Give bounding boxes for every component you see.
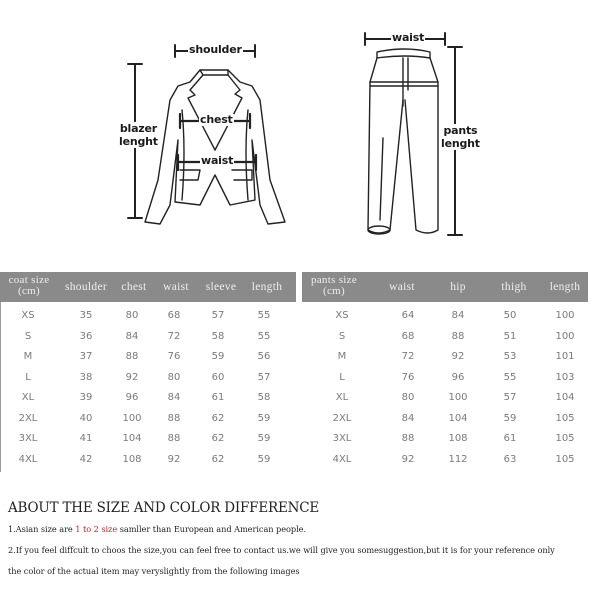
value-cell: 59 [211, 351, 225, 362]
coat-col-waist: waist [163, 281, 189, 293]
table-row [0, 450, 296, 470]
value-cell: 72 [401, 351, 415, 362]
size-cell: 2XL [18, 412, 38, 424]
size-cell: 4XL [18, 453, 38, 465]
table-row [302, 327, 594, 347]
size-cell: 3XL [18, 433, 38, 444]
table-row [302, 388, 594, 408]
table-row [0, 388, 296, 408]
value-cell: 80 [125, 310, 139, 321]
value-cell: 41 [79, 433, 93, 444]
value-cell: 72 [167, 330, 181, 342]
value-cell: 76 [401, 371, 415, 383]
value-cell: 68 [167, 310, 181, 321]
table-row [302, 347, 594, 367]
value-cell: 39 [79, 392, 93, 403]
pants-size-table [302, 272, 594, 472]
value-cell: 59 [257, 433, 271, 444]
size-cell: 4XL [332, 453, 352, 465]
value-cell: 96 [125, 392, 139, 403]
value-cell: 92 [167, 453, 181, 465]
size-cell: L [25, 371, 31, 383]
table-row [0, 306, 296, 326]
value-cell: 104 [555, 392, 575, 403]
table-row [0, 368, 296, 388]
value-cell: 57 [257, 371, 271, 383]
value-cell: 62 [211, 412, 225, 424]
blazer-diagram [100, 30, 300, 240]
value-cell: 35 [79, 310, 93, 321]
value-cell: 88 [451, 330, 465, 342]
value-cell: 96 [451, 371, 465, 383]
value-cell: 92 [401, 453, 415, 465]
shoulder-label: shoulder [189, 43, 242, 56]
coat-col-shoulder: shoulder [64, 281, 107, 293]
value-cell: 76 [167, 351, 181, 362]
value-cell: 104 [122, 433, 142, 444]
value-cell: 60 [211, 371, 225, 383]
value-cell: 55 [503, 371, 517, 383]
table-row [0, 347, 296, 367]
value-cell: 51 [503, 330, 517, 342]
pants-diagram [350, 20, 490, 250]
pants-col-hip: hip [450, 281, 466, 293]
blazer-length-label [118, 122, 159, 148]
note-1: 1.Asian size are 1 to 2 size samller than European and American people. [8, 524, 307, 534]
table-row [302, 368, 594, 388]
value-cell: 80 [167, 371, 181, 383]
value-cell: 62 [211, 453, 225, 465]
pants-table-header [302, 272, 588, 302]
value-cell: 61 [503, 433, 517, 444]
table-row [0, 429, 296, 449]
size-cell: M [23, 351, 33, 362]
value-cell: 92 [451, 351, 465, 362]
pants-col-waist: waist [389, 281, 415, 293]
size-cell: XS [335, 310, 349, 321]
value-cell: 57 [211, 310, 225, 321]
pants-col-thigh: thigh [501, 281, 527, 293]
note-1-highlight: 1 to 2 size [75, 524, 118, 534]
coat-col-length: length [251, 281, 283, 293]
value-cell: 100 [555, 330, 575, 342]
size-cell: M [337, 351, 347, 362]
size-cell: XL [21, 392, 35, 403]
chest-label: chest [200, 113, 233, 126]
value-cell: 64 [401, 310, 415, 321]
value-cell: 104 [448, 412, 468, 424]
value-cell: 56 [257, 351, 271, 362]
size-cell: S [338, 330, 346, 342]
size-cell: XS [21, 310, 35, 321]
table-row [302, 429, 594, 449]
note-2: 2.If you feel diffcult to choos the size,you can feel free to contact us.we will give you somesuggestion,but it is for your reference only [8, 545, 555, 555]
pants-size-header: pants size (cm) [310, 274, 358, 297]
value-cell: 103 [555, 371, 575, 383]
value-cell: 100 [555, 310, 575, 321]
value-cell: 88 [125, 351, 139, 362]
value-cell: 59 [503, 412, 517, 424]
value-cell: 61 [211, 392, 225, 403]
value-cell: 59 [257, 412, 271, 424]
pants-col-length: length [549, 281, 581, 293]
waist-label: waist [201, 154, 234, 167]
value-cell: 84 [451, 310, 465, 321]
table-row [0, 409, 296, 429]
value-cell: 36 [79, 330, 93, 342]
size-cell: 3XL [332, 433, 352, 444]
size-cell: XL [335, 392, 349, 403]
value-cell: 58 [257, 392, 271, 403]
value-cell: 84 [125, 330, 139, 342]
table-row [302, 306, 594, 326]
value-cell: 108 [448, 433, 468, 444]
table-row [302, 409, 594, 429]
value-cell: 68 [401, 330, 415, 342]
size-cell: 2XL [332, 412, 352, 424]
value-cell: 88 [401, 433, 415, 444]
coat-col-chest: chest [121, 281, 147, 293]
table-row [302, 450, 594, 470]
pants-length-label-line2: lenght [441, 137, 480, 150]
value-cell: 55 [257, 330, 271, 342]
pants-length-label [440, 124, 481, 150]
value-cell: 40 [79, 412, 93, 424]
value-cell: 108 [122, 453, 142, 465]
value-cell: 84 [167, 392, 181, 403]
coat-col-sleeve: sleeve [205, 281, 237, 293]
value-cell: 105 [555, 412, 575, 424]
value-cell: 37 [79, 351, 93, 362]
value-cell: 57 [503, 392, 517, 403]
value-cell: 38 [79, 371, 93, 383]
value-cell: 63 [503, 453, 517, 465]
size-cell: L [339, 371, 345, 383]
value-cell: 100 [122, 412, 142, 424]
coat-table-header [0, 272, 296, 302]
value-cell: 59 [257, 453, 271, 465]
table-row [0, 327, 296, 347]
size-cell: S [24, 330, 32, 342]
value-cell: 50 [503, 310, 517, 321]
value-cell: 105 [555, 433, 575, 444]
blazer-length-label-line2: lenght [119, 135, 158, 148]
value-cell: 100 [448, 392, 468, 403]
pants-waist-label: waist [392, 31, 425, 44]
value-cell: 92 [125, 371, 139, 383]
coat-size-header: coat size (cm) [8, 274, 50, 297]
value-cell: 53 [503, 351, 517, 362]
blazer-length-label-line1: blazer [119, 122, 157, 135]
value-cell: 112 [448, 453, 468, 465]
notes-title: ABOUT THE SIZE AND COLOR DIFFERENCE [8, 500, 320, 516]
value-cell: 105 [555, 453, 575, 465]
value-cell: 88 [167, 433, 181, 444]
note-3: the color of the actual item may veryslightly from the following images [8, 566, 300, 576]
value-cell: 62 [211, 433, 225, 444]
value-cell: 42 [79, 453, 93, 465]
value-cell: 84 [401, 412, 415, 424]
value-cell: 58 [211, 330, 225, 342]
value-cell: 80 [401, 392, 415, 403]
value-cell: 101 [555, 351, 575, 362]
size-color-notes [8, 500, 600, 587]
value-cell: 55 [257, 310, 271, 321]
coat-size-table [0, 272, 296, 472]
value-cell: 88 [167, 412, 181, 424]
pants-length-label-line1: pants [443, 124, 478, 137]
